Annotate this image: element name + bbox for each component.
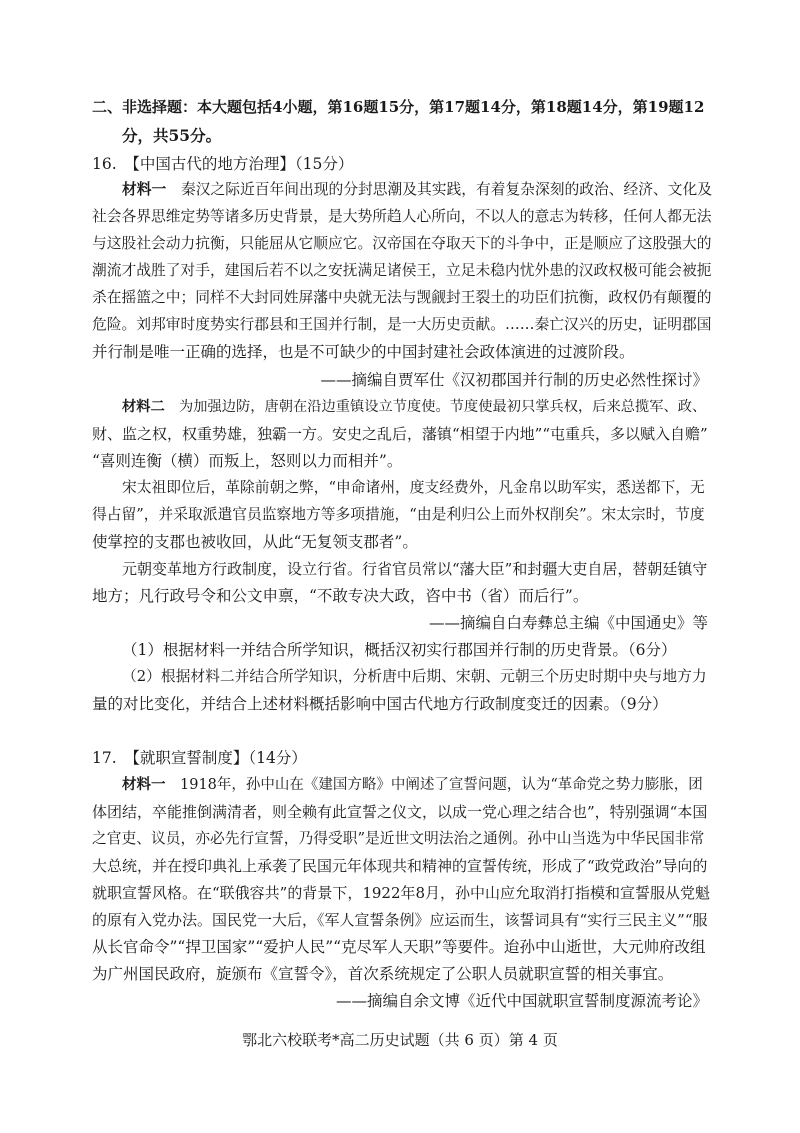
q17-title: 17. 【就职宣誓制度】（14分）: [92, 749, 307, 767]
q16-material-2-line: 使掌控的支郡也被收回，从此“无复领支郡者”。: [92, 533, 418, 551]
q17-material-1-line: 大总统，并在授印典礼上承袭了民国元年体现共和精神的宣誓传统，形成了“政党政治”导向的: [92, 857, 708, 875]
q17-material-1-line: 之官吏、议员，亦必先行宣誓，乃得受职”是近世文明法治之通例。孙中山当选为中华民国非常: [92, 830, 705, 847]
q16-material-1-line: 与这股社会动力抗衡，只能屈从它顺应它。汉帝国在夺取天下的斗争中，正是顺应了这股强大的: [92, 235, 712, 252]
q17-material-1-line: 就职宣誓风格。在“联俄容共”的背景下，1922年8月，孙中山应允取消打指模和宣誓服从党魁: [92, 884, 711, 902]
q16-material-1-line: 危险。刘邦审时度势实行郡县和王国并行制，是一大历史贡献。……秦亡汉兴的历史，证明郡国: [92, 316, 712, 333]
q16-question-1: （1）根据材料一并结合所学知识，概括汉初实行郡国并行制的历史背景。（6分）: [122, 641, 677, 659]
q17-material-1-line: 材料一 1918年，孙中山在《建国方略》中阐述了宣誓问题，认为“革命党之势力膨胀，团: [122, 776, 703, 793]
q16-material-1-line: 社会各界思维定势等诸多历史背景，是大势所趋人心所向，不以人的意志为转移，任何人都无法: [92, 208, 712, 225]
section-heading-cont: 分，共55分。: [122, 126, 222, 145]
q16-material-2-line: 地方；凡行政号令和公文申禀，“不敢专决大政，咨中书（省）而后行”。: [92, 587, 589, 605]
q16-material-1-source: ——摘编自贾军仕《汉初郡国并行制的历史必然性探讨》: [320, 371, 708, 389]
q17-material-1-line: 的原有入党办法。国民党一大后，《军人宣誓条例》应运而生，该誓词具有“实行三民主义”“服: [92, 911, 708, 929]
q16-material-2-line: 得占留”，并采取派遣官员监察地方等多项措施，“由是利归公上而外权削矣”。宋太宗时，节度: [92, 506, 705, 523]
q16-question-2-cont: 量的对比变化，并结合上述材料概括影响中国古代地方行政制度变迁的因素。（9分）: [92, 695, 668, 713]
q16-question-2: （2）根据材料二并结合所学知识，分析唐中后期、宋朝、元朝三个历史时期中央与地方力: [122, 668, 707, 685]
q16-material-2-line: 宋太祖即位后，革除前朝之弊，“申命诸州，度支经费外，凡金帛以助军实，悉送都下，无: [122, 479, 705, 496]
q16-material-1-line: 材料一 秦汉之际近百年间出现的分封思潮及其实践，有着复杂深刻的政治、经济、文化及: [122, 181, 712, 198]
q16-material-2-line: 财、监之权，权重势雄，独霸一方。安史之乱后，藩镇“相望于内地”“屯重兵，多以赋入自赡”: [92, 425, 708, 443]
q16-material-2-source: ——摘编自白寿彝总主编《中国通史》等: [428, 614, 708, 632]
q17-material-1-line: 体团结，卒能推倒满清者，则全赖有此宣誓之仪文，以成一党心理之结合也”，特别强调“本国: [92, 803, 708, 821]
q17-material-1-line: 从长官命令”“捍卫国家”“爱护人民”“克尽军人天职”等要件。迨孙中山逝世，大元帅府改组: [92, 938, 706, 956]
q16-material-1-line: 并行制是唯一正确的选择，也是不可缺少的中国封建社会政体演进的过渡阶段。: [92, 343, 635, 361]
material-label: 材料一: [122, 776, 166, 793]
q16-material-2-line: 材料二 为加强边防，唐朝在沿边重镇设立节度使。节度使最初只掌兵权，后来总揽军、政、: [122, 399, 707, 415]
section-heading: 二、非选择题：本大题包括4小题，第16题15分，第17题14分，第18题14分，第19题12: [92, 98, 705, 116]
q16-material-1-line: 杀在摇篮之中；同样不大封同姓屏藩中央就无法与觊觎封王裂土的功臣们抗衡，政权仍有颠覆的: [92, 289, 712, 306]
q17-material-1-line: 为广州国民政府，旋颁布《宣誓令》，首次系统规定了公职人员就职宣誓的相关事宜。: [92, 965, 674, 983]
q17-material-1-source: ——摘编自余文博《近代中国就职宣誓制度源流考论》: [335, 992, 708, 1010]
q16-material-2-line: 元朝变革地方行政制度，设立行省。行省官员常以“藩大臣”和封疆大吏自居，替朝廷镇守: [122, 560, 708, 578]
material-label: 材料一: [122, 181, 167, 198]
q16-material-1-line: 潮流才战胜了对手，建国后若不以之安抚满足诸侯王，立足未稳内忧外患的汉政权极可能会被扼: [92, 262, 712, 279]
material-label: 材料二: [122, 399, 165, 415]
q16-title: 16. 【中国古代的地方治理】（15分）: [92, 155, 354, 173]
page-footer: 鄂北六校联考*高二历史试题（共 6 页）第 4 页: [242, 1031, 558, 1049]
q16-material-2-line: “喜则连衡（横）而叛上，怒则以力而相并”。: [92, 452, 403, 470]
